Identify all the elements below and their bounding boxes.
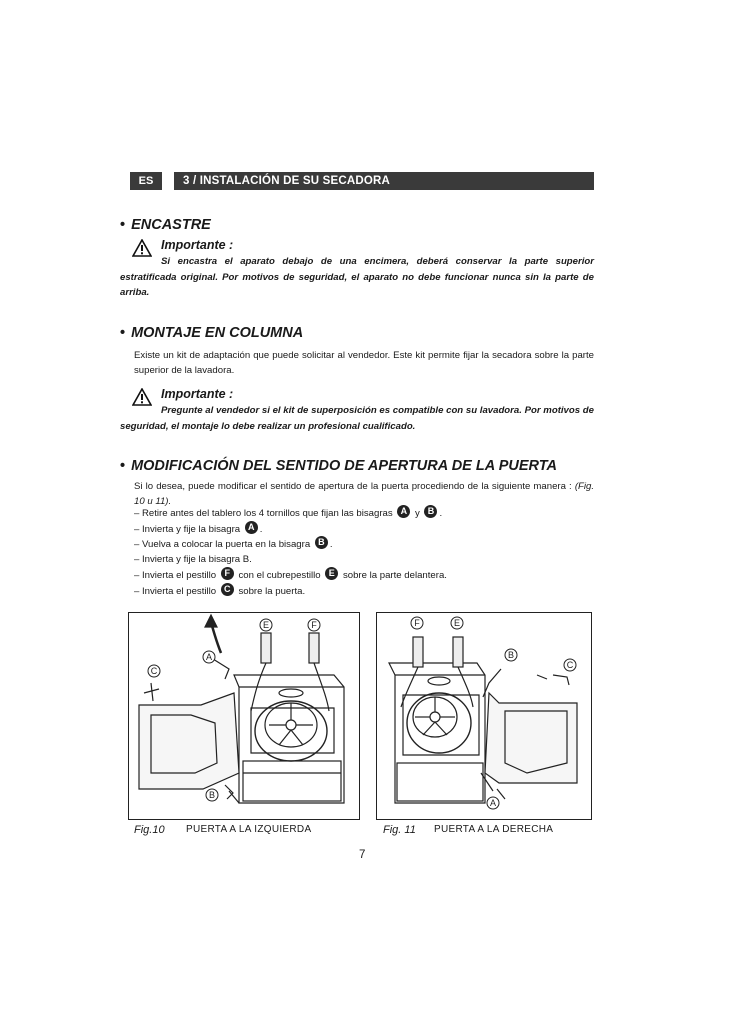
step-text: – Invierta el pestillo — [134, 585, 217, 597]
step-text: – Retire antes del tablero los 4 tornillos que fijan las bisagras — [134, 508, 393, 519]
warning-text: Si encastra el aparato debajo de una encimera, deberá conservar la parte superior estratificada original. Por motivos de seguridad, el aparato no debe funcionar nunca sin la parte de arriba. — [120, 256, 594, 298]
puerta-intro-ref: (Fig. 10 u 11). — [134, 481, 595, 507]
fig10-label: Fig.10 — [134, 824, 165, 836]
label-a: A — [205, 652, 213, 662]
label-e: E — [453, 618, 461, 628]
step-text: sobre la parte delantera. — [342, 570, 447, 581]
dryer-door-left-diagram — [129, 613, 359, 819]
label-a: A — [489, 798, 497, 808]
puerta-heading: • MODIFICACIÓN DEL SENTIDO DE APERTURA DE LA PUERTA — [120, 458, 557, 474]
step-text: con el cubrepestillo — [238, 570, 321, 581]
label-b: B — [208, 790, 216, 800]
label-b: B — [507, 650, 515, 660]
hinge-a-marker: A — [245, 521, 258, 534]
columna-heading: • MONTAJE EN COLUMNA — [120, 325, 304, 341]
label-c: C — [566, 660, 574, 670]
fig10-caption: PUERTA A LA IZQUIERDA — [186, 824, 312, 835]
fig11-label: Fig. 11 — [383, 824, 416, 836]
step-text: – Invierta el pestillo — [134, 570, 217, 581]
step-text: – Vuelva a colocar la puerta en la bisagra — [134, 539, 311, 550]
step-2: – Invierta y fije la bisagra A . — [134, 521, 263, 535]
hinge-b-marker: B — [315, 536, 328, 549]
label-c: C — [150, 666, 158, 676]
section-title-bar: 3 / INSTALACIÓN DE SU SECADORA — [174, 172, 594, 190]
warning-heading: Importante : — [161, 238, 234, 252]
puerta-intro-text: Si lo desea, puede modificar el sentido de apertura de la puerta procediendo de la siguiente manera : — [134, 481, 572, 492]
warning-heading: Importante : — [161, 387, 234, 401]
steps-list — [134, 505, 608, 598]
latch-c-marker: C — [221, 583, 234, 596]
encastre-title: ENCASTRE — [131, 217, 211, 233]
puerta-title: MODIFICACIÓN DEL SENTIDO DE APERTURA DE LA PUERTA — [131, 458, 557, 474]
step-text: – Invierta y fije la bisagra — [134, 523, 241, 535]
encastre-heading: • ENCASTRE — [120, 217, 211, 233]
step-6 — [134, 583, 608, 599]
warning-text: Pregunte al vendedor si el kit de superposición es compatible con su lavadora. Por motivos de seguridad, el montaje lo debe realizar un profesional cualificado. — [120, 405, 594, 432]
step-3: – Vuelva a colocar la puerta en la bisagra B . — [134, 537, 333, 550]
figure-11 — [376, 612, 592, 820]
label-f: F — [311, 620, 317, 630]
language-tab: ES — [130, 172, 162, 190]
columna-title: MONTAJE EN COLUMNA — [131, 325, 304, 341]
hinge-b-marker: B — [424, 505, 437, 518]
dryer-door-right-diagram — [377, 613, 591, 819]
columna-text: Existe un kit de adaptación que puede solicitar al vendedor. Este kit permite fijar la secadora sobre la parte superior de la lavadora. — [134, 350, 594, 376]
step-1: – Retire antes del tablero los 4 tornillos que fijan las bisagras A y B . — [134, 506, 443, 519]
latch-f-marker: F — [221, 567, 234, 580]
step-4 — [134, 552, 608, 568]
step-text: – Invierta y fije la bisagra B. — [134, 553, 252, 565]
label-e: E — [262, 620, 270, 630]
section-header — [130, 172, 594, 190]
label-f: F — [414, 618, 420, 628]
page-number: 7 — [359, 849, 366, 861]
step-5 — [134, 567, 608, 583]
cover-e-marker: E — [325, 567, 338, 580]
step-text: y — [415, 508, 420, 519]
step-text: sobre la puerta. — [238, 585, 306, 597]
figure-10 — [128, 612, 360, 820]
fig11-caption: PUERTA A LA DERECHA — [434, 824, 554, 835]
hinge-a-marker: A — [397, 505, 410, 518]
